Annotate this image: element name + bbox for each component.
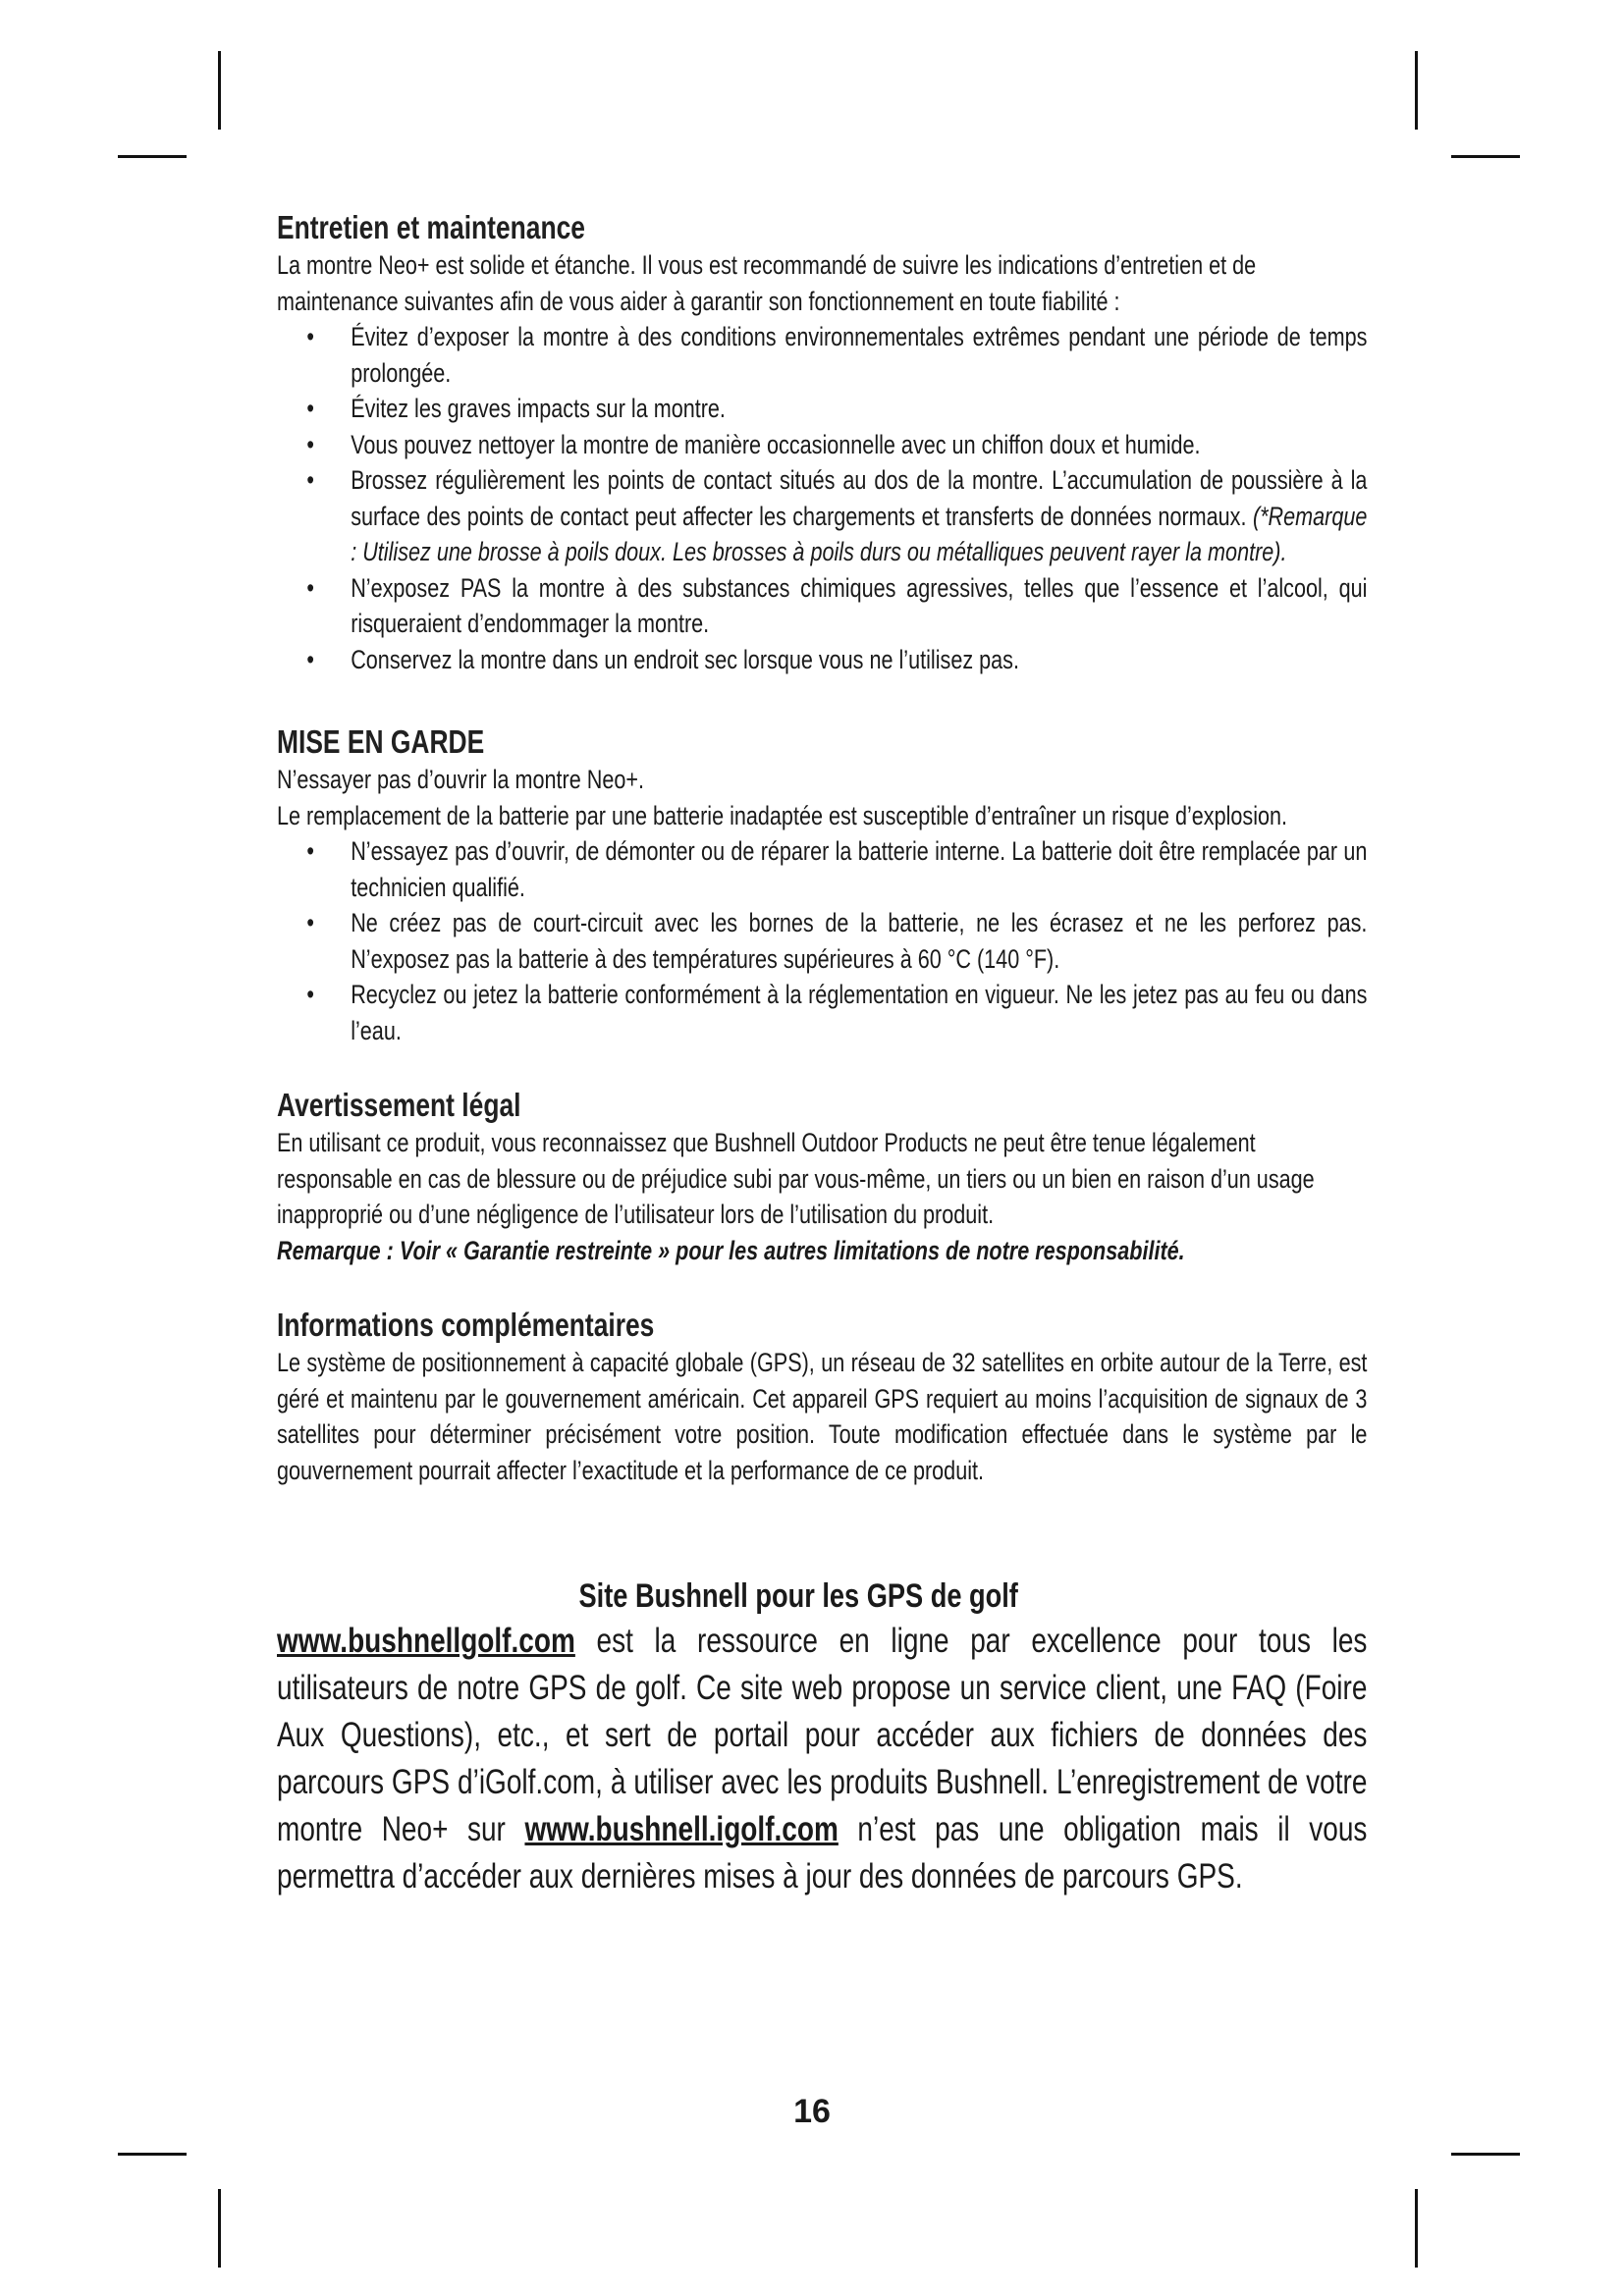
page-number: 16 xyxy=(793,2093,831,2130)
crop-mark-bottom-right-horizontal xyxy=(1451,2153,1520,2156)
bushnell-igolf-link[interactable]: www.bushnell.igolf.com xyxy=(524,1810,839,1848)
list-item: • N’essayez pas d’ouvrir, de démonter ou de réparer la batterie interne. La batterie doit être remplacée par un technicien qualifié. xyxy=(277,833,1367,905)
list-item: • N’exposez PAS la montre à des substances chimiques agressives, telles que l’essence et l’alcool, qui risqueraient d’endommager la montre. xyxy=(277,570,1367,642)
crop-mark-top-right-horizontal xyxy=(1451,155,1520,158)
bullet-icon: • xyxy=(306,572,314,603)
bullet-icon: • xyxy=(306,394,314,423)
site-heading: Site Bushnell pour les GPS de golf xyxy=(578,1577,1018,1615)
legal-note: Remarque : Voir « Garantie restreinte » pour les autres limitations de notre responsabilité. xyxy=(277,1235,1185,1265)
bullet-icon: • xyxy=(306,980,314,1009)
bullet-icon: • xyxy=(306,322,314,351)
info-body: Le système de positionnement à capacité globale (GPS), un réseau de 32 satellites en orbite autour de la Terre, est géré et maintenu par le gouvernement américain. Cet appareil GPS requiert au moins l’acquisition de signaux de 3 satellites pour déterminer précisément votre position. Toute modification effectuée dans le système par le gouvernement pourrait affecter l’exactitude et la performance de ce produit. xyxy=(277,1348,1368,1485)
bullet-icon: • xyxy=(306,908,314,937)
care-heading: Entretien et maintenance xyxy=(277,209,585,245)
crop-mark-bottom-left-vertical xyxy=(218,2189,221,2268)
crop-mark-bottom-right-vertical xyxy=(1415,2189,1418,2268)
warning-list xyxy=(277,833,1367,1048)
page-content xyxy=(277,208,1367,1900)
crop-mark-top-left-vertical xyxy=(218,51,221,130)
bullet-icon: • xyxy=(306,836,314,866)
brush-note: (*Remarque : Utilisez une brosse à poils doux. Les brosses à poils durs ou métalliques peuvent rayer la montre). xyxy=(351,501,1368,566)
bushnellgolf-link[interactable]: www.bushnellgolf.com xyxy=(277,1622,575,1660)
bullet-icon: • xyxy=(306,429,314,459)
bullet-icon: • xyxy=(306,465,314,495)
legal-heading: Avertissement légal xyxy=(277,1087,521,1123)
warning-line-2: Le remplacement de la batterie par une batterie inadaptée est susceptible d’entraîner un risque d’explosion. xyxy=(277,800,1288,830)
care-list xyxy=(277,319,1367,677)
site-body: www.bushnellgolf.com est la ressource en ligne par excellence pour tous les utilisateurs de notre GPS de golf. Ce site web propose un service client, une FAQ (Foire Aux Questions), etc., et sert de portail pour accéder aux fichiers de données des parcours GPS d’iGolf.com, à utiliser avec les produits Bushnell. L’enregistrement de votre montre Neo+ sur www.bushnell.igolf.com n’est pas une obligation mais il vous permettra d’accéder aux dernières mises à jour des données de parcours GPS. xyxy=(277,1622,1368,1896)
crop-mark-bottom-left-horizontal xyxy=(118,2153,187,2156)
crop-mark-top-right-vertical xyxy=(1415,51,1418,130)
text-column xyxy=(277,208,1367,1900)
site-section xyxy=(277,1575,1367,1900)
info-section xyxy=(277,1306,1367,1488)
info-heading: Informations complémentaires xyxy=(277,1307,655,1343)
list-item: • Recyclez ou jetez la batterie conformément à la réglementation en vigueur. Ne les jetez pas au feu ou dans l’eau. xyxy=(277,977,1367,1048)
legal-section xyxy=(277,1086,1367,1268)
list-item: • Conservez la montre dans un endroit sec lorsque vous ne l’utilisez pas. xyxy=(277,642,1367,678)
care-intro: La montre Neo+ est solide et étanche. Il vous est recommandé de suivre les indications d’entretien et de maintenance suivantes afin de vous aider à garantir son fonctionnement en toute fiabilité : xyxy=(277,250,1257,316)
warning-line-1: N’essayer pas d’ouvrir la montre Neo+. xyxy=(277,765,644,794)
list-item: • Brossez régulièrement les points de contact situés au dos de la montre. L’accumulation de poussière à la surface des points de contact peut affecter les chargements et transferts de données normaux. (*Remarque : Utilisez une brosse à poils doux. Les brosses à poils durs ou métalliques peuvent rayer la montre). xyxy=(277,462,1367,570)
list-item: • Évitez les graves impacts sur la montre. xyxy=(277,391,1367,427)
list-item: • Ne créez pas de court-circuit avec les bornes de la batterie, ne les écrasez et ne les perforez pas. N’exposez pas la batterie à des températures supérieures à 60 °C (140 °F). xyxy=(277,905,1367,977)
list-item: • Évitez d’exposer la montre à des conditions environnementales extrêmes pendant une période de temps prolongée. xyxy=(277,319,1367,391)
list-item: • Vous pouvez nettoyer la montre de manière occasionnelle avec un chiffon doux et humide. xyxy=(277,427,1367,463)
bullet-icon: • xyxy=(306,644,314,674)
crop-mark-top-left-horizontal xyxy=(118,155,187,158)
legal-body: En utilisant ce produit, vous reconnaissez que Bushnell Outdoor Products ne peut être tenue légalement responsable en cas de blessure ou de préjudice subi par vous-même, un tiers ou un bien en raison d’un usage inapproprié ou d’une négligence de l’utilisateur lors de l’utilisation du produit. xyxy=(277,1128,1315,1229)
warning-heading: MISE EN GARDE xyxy=(277,723,485,760)
care-section xyxy=(277,208,1367,677)
warning-section xyxy=(277,722,1367,1048)
